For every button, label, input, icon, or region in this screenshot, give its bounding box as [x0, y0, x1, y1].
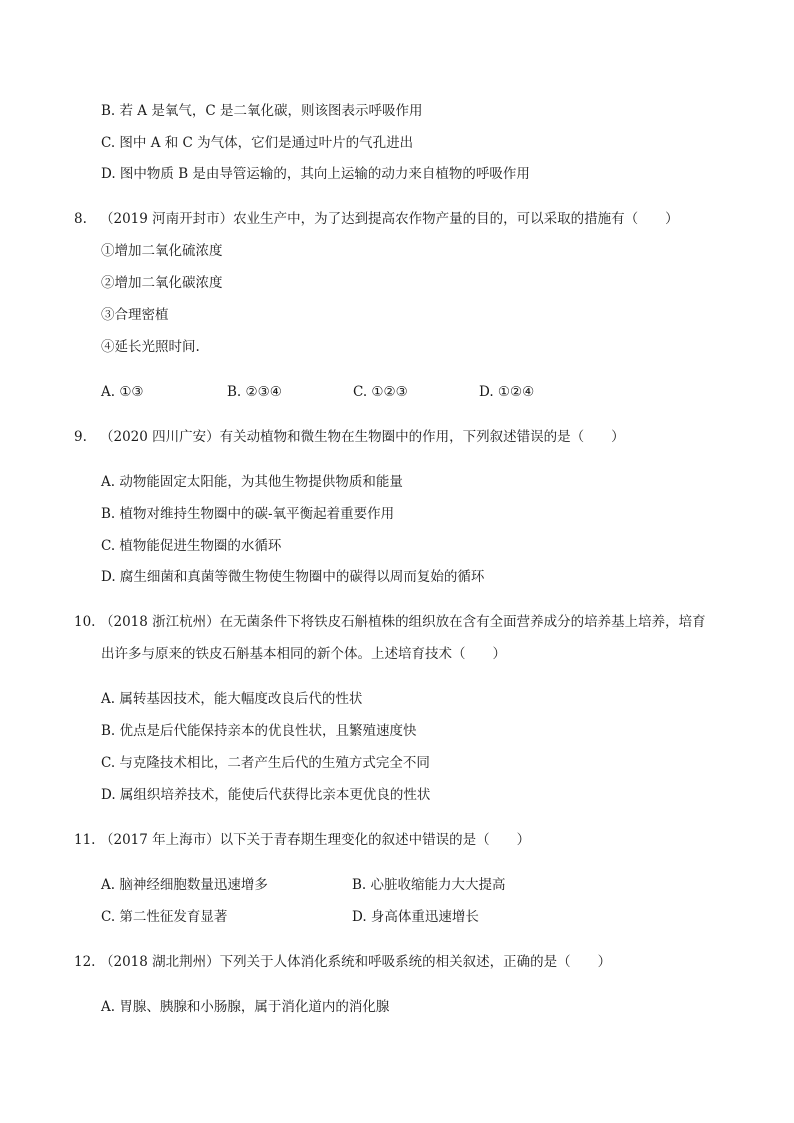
option-d: D. ①②④ — [479, 384, 535, 400]
q8-item-3: ③合理密植 — [101, 307, 169, 323]
option-d: D. 属组织培养技术，能使后代获得比亲本更优良的性状 — [101, 787, 431, 803]
question-number: 8. — [74, 211, 87, 227]
option-a: A. 动物能固定太阳能，为其他生物提供物质和能量 — [101, 474, 403, 490]
q11-options-row-1 — [101, 875, 603, 895]
option-a: A. 属转基因技术，能大幅度改良后代的性状 — [101, 691, 363, 707]
question-number: 9. — [74, 429, 87, 445]
option-c: C. 第二性征发育显著 — [101, 909, 228, 925]
option-b: B. 心脏收缩能力大大提高 — [352, 877, 506, 893]
option-c: C. 图中 A 和 C 为气体，它们是通过叶片的气孔进出 — [101, 135, 414, 151]
option-b: B. 植物对维持生物圈中的碳-氧平衡起着重要作用 — [101, 506, 395, 522]
question-9 — [74, 427, 625, 447]
question-stem: （2017 年上海市）以下关于青春期生理变化的叙述中错误的是（ ） — [100, 832, 531, 848]
question-number: 11. — [74, 832, 96, 848]
option-a: A. 脑神经细胞数量迅速增多 — [101, 877, 268, 893]
option-d: D. 图中物质 B 是由导管运输的，其向上运输的动力来自植物的呼吸作用 — [101, 166, 530, 182]
question-8 — [74, 209, 679, 229]
question-stem: （2018 浙江杭州）在无菌条件下将铁皮石斛植株的组织放在含有全面营养成分的培养基上培养，培育 — [100, 614, 706, 630]
question-stem-continued: 出许多与原来的铁皮石斛基本相同的新个体。上述培育技术（ ） — [101, 646, 506, 662]
q8-item-1: ①增加二氧化硫浓度 — [101, 243, 223, 259]
option-b: B. ②③④ — [227, 384, 282, 400]
question-number: 10. — [74, 614, 96, 630]
question-number: 12. — [74, 954, 96, 970]
q11-options-row-2 — [101, 907, 603, 927]
q8-item-2: ②增加二氧化碳浓度 — [101, 275, 223, 291]
question-10 — [74, 612, 706, 632]
q8-options — [101, 382, 605, 402]
question-stem: （2020 四川广安）有关动植物和微生物在生物圈中的作用，下列叙述错误的是（ ） — [100, 429, 625, 445]
option-c: C. 植物能促进生物圈的水循环 — [101, 538, 282, 554]
option-a: A. 胃腺、胰腺和小肠腺，属于消化道内的消化腺 — [101, 999, 390, 1015]
question-12 — [74, 952, 611, 972]
option-b: B. 若 A 是氧气，C 是二氧化碳，则该图表示呼吸作用 — [101, 103, 423, 119]
option-d: D. 身高体重迅速增长 — [352, 909, 479, 925]
option-c: C. ①②③ — [353, 384, 408, 400]
option-c: C. 与克隆技术相比，二者产生后代的生殖方式完全不同 — [101, 755, 430, 771]
question-stem: （2018 湖北荆州）下列关于人体消化系统和呼吸系统的相关叙述，正确的是（ ） — [100, 954, 612, 970]
option-a: A. ①③ — [101, 384, 144, 400]
q8-item-4: ④延长光照时间. — [101, 339, 200, 355]
question-stem: （2019 河南开封市）农业生产中，为了达到提高农作物产量的目的，可以采取的措施有（ ） — [100, 211, 679, 227]
option-d: D. 腐生细菌和真菌等微生物使生物圈中的碳得以周而复始的循环 — [101, 569, 485, 585]
question-11 — [74, 830, 530, 850]
option-b: B. 优点是后代能保持亲本的优良性状，且繁殖速度快 — [101, 723, 417, 739]
